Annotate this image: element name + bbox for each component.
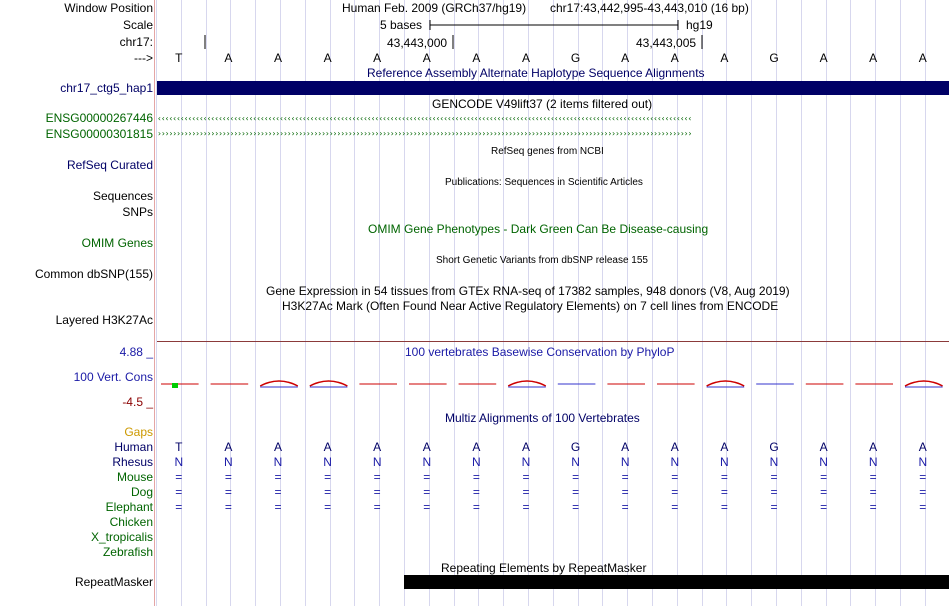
elephant-match: = (324, 500, 332, 514)
mouse-match: = (572, 470, 580, 484)
phylop-peak (310, 381, 348, 386)
human-base: A (670, 440, 679, 454)
strand-arrow-label: ---> (134, 51, 153, 65)
human-base: A (323, 440, 332, 454)
chromosome-label[interactable]: chr17: (119, 35, 153, 49)
position-readout: chr17:43,442,995-43,443,010 (16 bp) (550, 1, 749, 15)
omim-label[interactable]: OMIM Genes (81, 236, 153, 250)
dog-match: = (522, 485, 530, 499)
dna-base: A (670, 51, 679, 65)
dbsnp-label[interactable]: Common dbSNP(155) (34, 267, 153, 281)
dna-base: T (175, 51, 183, 65)
publications-snps-label[interactable]: SNPs (122, 205, 153, 219)
repeatmasker-track-title: Repeating Elements by RepeatMasker (441, 561, 647, 575)
human-base: A (521, 440, 530, 454)
elephant-match: = (820, 500, 828, 514)
label-separator (154, 0, 155, 606)
refseq-label[interactable]: RefSeq Curated (66, 158, 153, 172)
dog-match: = (274, 485, 282, 499)
dna-base: A (472, 51, 481, 65)
human-base: A (918, 440, 927, 454)
rhesus-base: N (323, 455, 332, 469)
ruler-tick (452, 35, 455, 49)
dna-base: A (273, 51, 282, 65)
dbsnp-track-title: Short Genetic Variants from dbSNP release 155 (436, 255, 648, 266)
mouse-match: = (720, 470, 728, 484)
species-label-mouse[interactable]: Mouse (116, 470, 153, 484)
dog-match: = (869, 485, 877, 499)
species-label-x-tropicalis[interactable]: X_tropicalis (90, 530, 153, 544)
ruler-coord: 43,443,005 (636, 36, 697, 50)
elephant-match: = (869, 500, 877, 514)
dog-match: = (820, 485, 828, 499)
dog-match: = (621, 485, 629, 499)
mouse-match: = (373, 470, 381, 484)
rhesus-base: N (174, 455, 184, 469)
elephant-match: = (621, 500, 629, 514)
mouse-match: = (274, 470, 282, 484)
rhesus-base: N (224, 455, 233, 469)
mouse-match: = (224, 470, 232, 484)
mouse-match: = (671, 470, 679, 484)
elephant-match: = (175, 500, 183, 514)
dna-base: A (621, 51, 630, 65)
dog-match: = (423, 485, 431, 499)
rhesus-base: N (819, 455, 828, 469)
publications-sequences-label[interactable]: Sequences (92, 189, 153, 203)
mouse-match: = (770, 470, 778, 484)
human-base: A (422, 440, 431, 454)
gencode-item-label[interactable]: ENSG00000267446 (45, 111, 153, 125)
elephant-match: = (522, 500, 530, 514)
dog-match: = (919, 485, 927, 499)
human-base: A (621, 440, 630, 454)
omim-track-title: OMIM Gene Phenotypes - Dark Green Can Be Disease-causing (368, 222, 709, 236)
elephant-match: = (472, 500, 480, 514)
dna-base: A (422, 51, 431, 65)
dna-base: A (720, 51, 729, 65)
rhesus-base: N (670, 455, 680, 469)
track-divider (157, 341, 949, 342)
dna-base: A (819, 51, 828, 65)
dog-match: = (224, 485, 232, 499)
mouse-match: = (820, 470, 828, 484)
phylop-peak (508, 381, 546, 386)
phylop-highlight (172, 383, 178, 388)
phylop-peak (707, 381, 745, 386)
gencode-item-label[interactable]: ENSG00000301815 (45, 127, 153, 141)
gtex-track-title: Gene Expression in 54 tissues from GTEx RNA-seq of 17382 samples, 948 donors (V8, Aug 2019) (266, 284, 790, 298)
human-base: G (570, 440, 581, 454)
scale-bar (428, 18, 688, 32)
human-base: A (224, 440, 233, 454)
ruler-coord: 43,443,000 (387, 36, 448, 50)
alt-haplotype-feature-bar[interactable] (157, 81, 949, 95)
refseq-track-title: RefSeq genes from NCBI (491, 146, 604, 157)
mouse-match: = (175, 470, 183, 484)
dna-base: A (224, 51, 233, 65)
human-base: T (175, 440, 183, 454)
dog-match: = (671, 485, 679, 499)
mouse-match: = (621, 470, 629, 484)
dna-base: G (570, 51, 581, 65)
conservation-wiggle-plot[interactable] (157, 378, 949, 394)
scale-text: 5 bases (380, 18, 423, 32)
elephant-match: = (572, 500, 580, 514)
elephant-match: = (671, 500, 679, 514)
human-base: G (769, 440, 779, 454)
rhesus-base: N (273, 455, 283, 469)
mouse-match: = (324, 470, 332, 484)
rhesus-base: N (472, 455, 481, 469)
alt-haplotype-track-title: Reference Assembly Alternate Haplotype Sequence Alignments (367, 66, 705, 80)
dna-base: A (521, 51, 530, 65)
species-label-zebrafish[interactable]: Zebrafish (102, 545, 153, 559)
repeatmasker-element-bar[interactable] (404, 575, 949, 589)
human-base: A (373, 440, 382, 454)
dna-base: A (373, 51, 382, 65)
publications-track-title: Publications: Sequences in Scientific Articles (445, 177, 643, 188)
mouse-match: = (919, 470, 927, 484)
gencode-track-title: GENCODE V49lift37 (2 items filtered out) (432, 97, 653, 111)
conservation-min-label: -4.5 _ (122, 395, 153, 409)
human-base: A (869, 440, 878, 454)
human-base: A (720, 440, 729, 454)
rhesus-base: N (769, 455, 779, 469)
elephant-match: = (720, 500, 728, 514)
dna-base: A (323, 51, 332, 65)
window-position-label: Window Position (64, 1, 153, 15)
alt-haplotype-label[interactable]: chr17_ctg5_hap1 (60, 81, 153, 95)
dog-match: = (472, 485, 480, 499)
scale-label: Scale (122, 18, 153, 32)
elephant-match: = (919, 500, 927, 514)
species-label-rhesus[interactable]: Rhesus (112, 455, 153, 469)
conservation-max-label: 4.88 _ (119, 345, 153, 359)
human-base: A (472, 440, 481, 454)
human-base: A (273, 440, 282, 454)
rhesus-base: N (620, 455, 630, 469)
species-label-chicken[interactable]: Chicken (109, 515, 153, 529)
repeatmasker-label[interactable]: RepeatMasker (74, 575, 153, 589)
h3k27ac-label[interactable]: Layered H3K27Ac (55, 313, 153, 327)
rhesus-base: N (720, 455, 729, 469)
mouse-match: = (472, 470, 480, 484)
elephant-match: = (373, 500, 381, 514)
conservation-track-title: 100 vertebrates Basewise Conservation by PhyloP (405, 345, 675, 359)
dog-match: = (770, 485, 778, 499)
database-name: hg19 (686, 18, 713, 32)
gencode-gene-plus-strand[interactable]: ›››››››››››››››››››››››››››››››››››››››››››››››››››››››››››››››››››››››››››››››››››››››››››››››››››››››››››››››››››››››››››››››››››››››››››› (157, 129, 692, 138)
dna-base: A (918, 51, 927, 65)
dna-base: A (869, 51, 878, 65)
ruler-tick (701, 35, 704, 49)
dog-match: = (324, 485, 332, 499)
species-label-dog[interactable]: Dog (130, 485, 153, 499)
assembly-name: Human Feb. 2009 (GRCh37/hg19) (342, 1, 527, 15)
h3k27ac-track-title: H3K27Ac Mark (Often Found Near Active Regulatory Elements) on 7 cell lines from ENCODE (282, 299, 779, 313)
phylop-peak (905, 381, 943, 386)
mouse-match: = (423, 470, 431, 484)
mouse-match: = (869, 470, 877, 484)
species-label-human[interactable]: Human (114, 440, 153, 454)
multiz-track-title: Multiz Alignments of 100 Vertebrates (445, 411, 640, 425)
phylop-peak (260, 381, 298, 386)
elephant-match: = (274, 500, 282, 514)
rhesus-base: N (918, 455, 928, 469)
elephant-match: = (224, 500, 232, 514)
rhesus-base: N (868, 455, 878, 469)
multiz-gaps-label[interactable]: Gaps (124, 425, 153, 439)
mouse-match: = (522, 470, 530, 484)
rhesus-base: N (571, 455, 580, 469)
rhesus-base: N (521, 455, 531, 469)
dog-match: = (572, 485, 580, 499)
dna-base: G (769, 51, 779, 65)
elephant-match: = (423, 500, 431, 514)
human-base: A (819, 440, 828, 454)
rhesus-base: N (422, 455, 432, 469)
dog-match: = (720, 485, 728, 499)
conservation-label[interactable]: 100 Vert. Cons (73, 370, 153, 384)
dog-match: = (175, 485, 183, 499)
elephant-match: = (770, 500, 778, 514)
rhesus-base: N (372, 455, 382, 469)
ruler-tick (204, 35, 207, 49)
dog-match: = (373, 485, 381, 499)
species-label-elephant[interactable]: Elephant (105, 500, 153, 514)
gencode-gene-minus-strand[interactable]: ‹‹‹‹‹‹‹‹‹‹‹‹‹‹‹‹‹‹‹‹‹‹‹‹‹‹‹‹‹‹‹‹‹‹‹‹‹‹‹‹‹‹‹‹‹‹‹‹‹‹‹‹‹‹‹‹‹‹‹‹‹‹‹‹‹‹‹‹‹‹‹‹‹‹‹‹‹‹‹‹‹‹‹‹‹‹‹‹‹‹‹‹‹‹‹‹‹‹‹‹‹‹‹‹‹‹‹‹‹‹‹‹‹‹‹‹‹‹‹‹‹‹‹‹‹‹‹‹‹‹‹‹‹‹‹‹‹‹‹‹ (157, 114, 692, 123)
